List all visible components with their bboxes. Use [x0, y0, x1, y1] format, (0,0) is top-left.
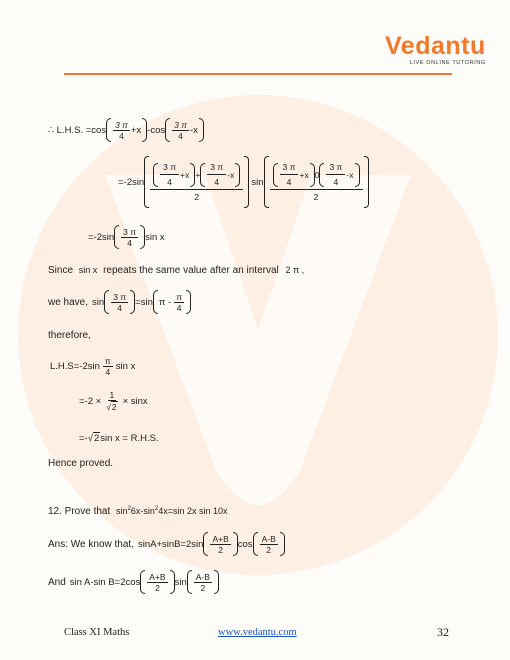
header-rule: [64, 73, 452, 75]
question-12: 12. Prove that $\sin^26x-\sin^24x=\sin$ 2x sin 10x: [48, 506, 228, 517]
we-have-line: we have, sin $\frac{3 \pi}{4}$ =sin π - $\frac{\pi}{4}$: [48, 290, 191, 314]
eq-line-1: ∴ L.H.S. =cos $\frac{3 \pi}{4}$ +x -cos $\frac{3 \pi}{4}$ -x: [48, 118, 204, 142]
eq-line-3: =-2sin $\frac{3 \pi}{4}$ sin x: [88, 226, 165, 248]
eq-line-2: =-2sin $\frac{3 \pi}{4}$ +x + $\frac{3 \pi}{4}$ -x 2 sin $\frac{3 \pi}{4}$ +x 0 $\frac{3 \pi}{4}$ -x 2: [118, 156, 369, 208]
and-line: And sin A-sin B=2cos $\frac{A+B}{2}$ sin $\frac{A-B}{2}$: [48, 570, 219, 594]
therefore-label: therefore,: [48, 330, 91, 341]
page-number: 32: [437, 625, 449, 639]
since-line: Since sin x repeats the same value after an interval 2 π ,: [48, 265, 305, 276]
ans-line: Ans: We know that, sinA+sinB=2sin $\frac{A+B}{2}$ cos $\frac{A-B}{2}$: [48, 532, 285, 556]
hence-proved: Hence proved.: [48, 458, 114, 469]
eq-line-rhs: =- √ 2 sin x = R.H.S.: [79, 432, 159, 444]
lhs-line: L.H.S=-2sin $\frac{\pi}{4}$ sin x: [50, 356, 136, 377]
footer-website-link[interactable]: www.vedantu.com: [218, 627, 297, 638]
footer-class-label: Class XI Maths: [64, 627, 130, 638]
vedantu-logo: Vedantu LIVE ONLINE TUTORING: [385, 32, 486, 66]
eq-line-sqrt: =-2 × 1 √ 2 × sinx: [79, 390, 148, 412]
